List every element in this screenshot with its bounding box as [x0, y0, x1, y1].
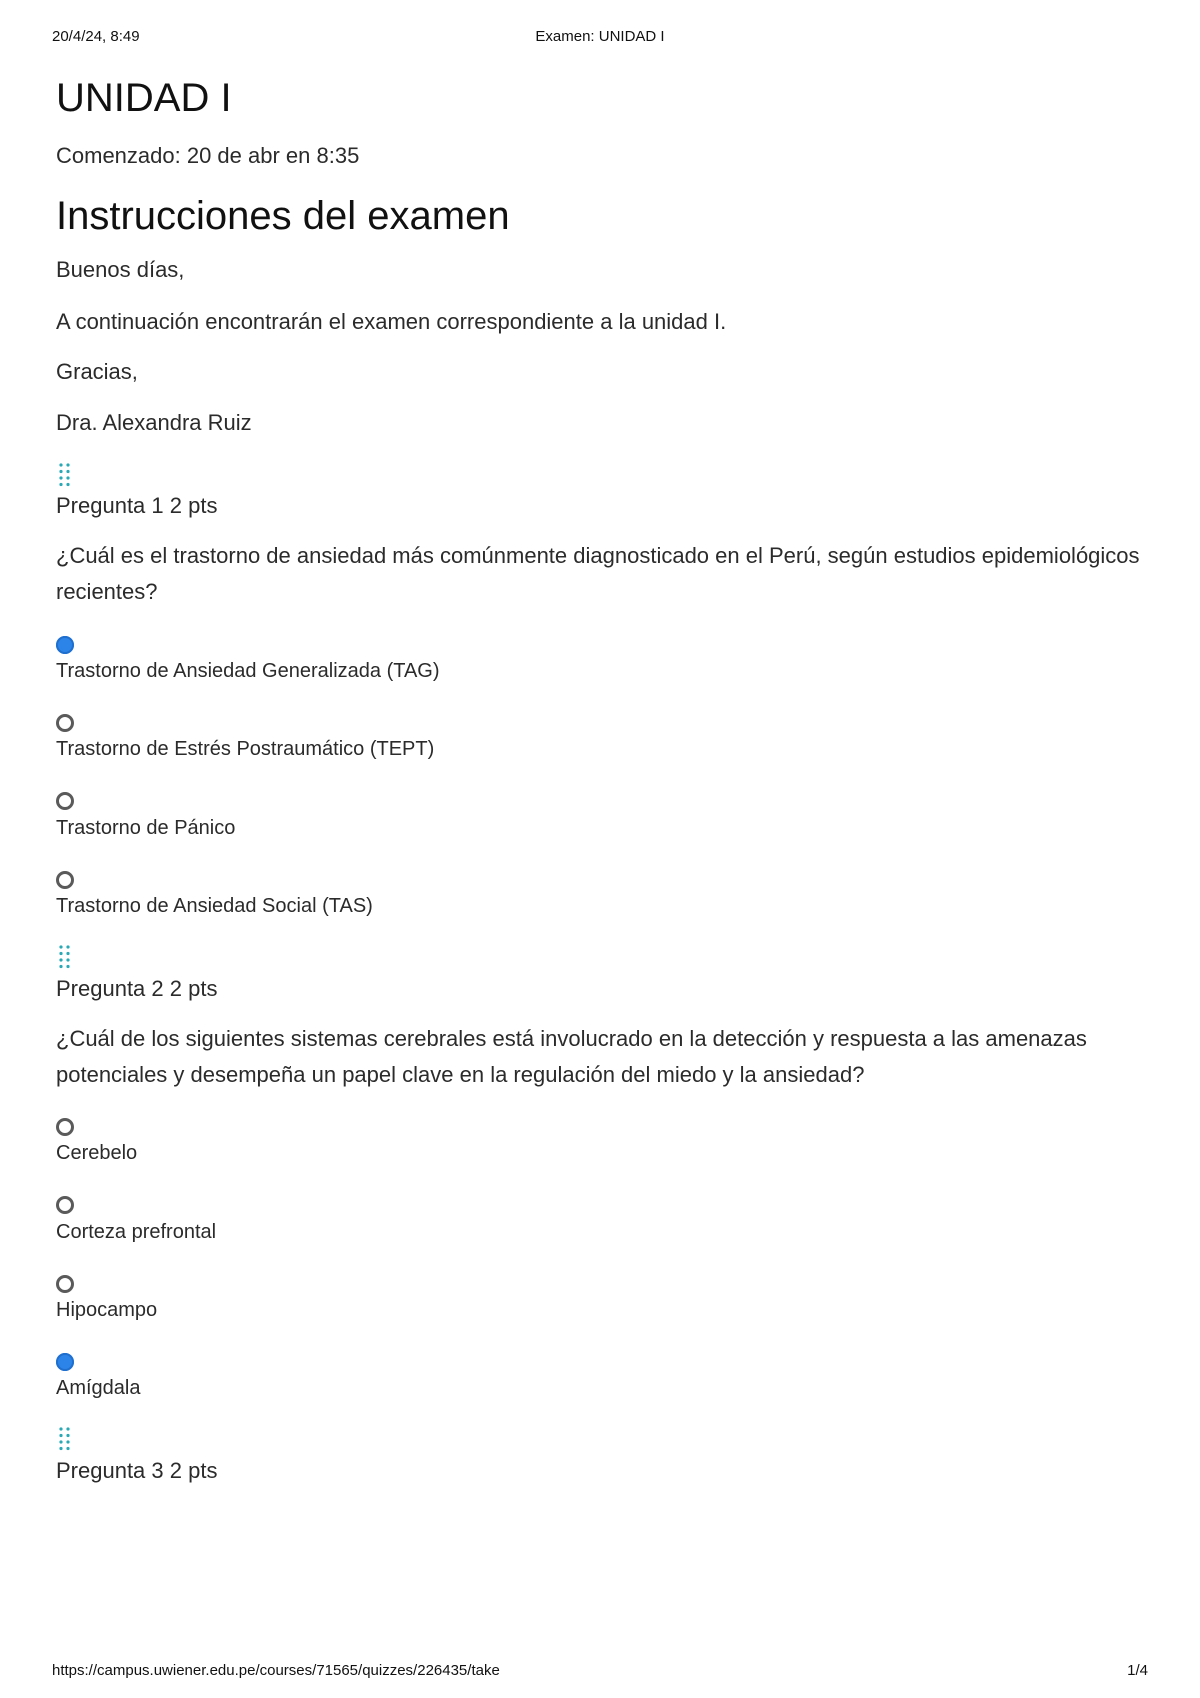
question-1-text: ¿Cuál es el trastorno de ansiedad más comúnmente diagnosticado en el Perú, según estudios epidemiológicos recientes?	[56, 543, 1140, 604]
answer-option[interactable]: Amígdala	[56, 1377, 141, 1399]
page-title: UNIDAD I	[56, 76, 232, 120]
answer-option[interactable]: Hipocampo	[56, 1299, 158, 1321]
question-2-header: Pregunta 2 2 pts	[56, 976, 218, 1001]
radio-button-icon[interactable]	[56, 636, 74, 654]
page-number: 1/4	[1127, 1662, 1148, 1679]
instructions-thanks: Gracias,	[56, 359, 138, 384]
radio-button-icon[interactable]	[56, 1196, 74, 1214]
answer-option[interactable]: Cerebelo	[56, 1142, 138, 1164]
print-date: 20/4/24, 8:49	[52, 28, 140, 45]
answer-option[interactable]: Trastorno de Pánico	[56, 817, 236, 839]
radio-button-icon[interactable]	[56, 871, 74, 889]
answer-option[interactable]: Trastorno de Estrés Postraumático (TEPT)	[56, 738, 435, 760]
drag-handle-icon[interactable]	[58, 462, 72, 493]
radio-button-icon[interactable]	[56, 714, 74, 732]
radio-button-icon[interactable]	[56, 1353, 74, 1371]
started-timestamp: Comenzado: 20 de abr en 8:35	[56, 143, 360, 168]
question-2-text: ¿Cuál de los siguientes sistemas cerebrales está involucrado en la detección y respuesta a las amenazas potenciales y desempeña un papel clave en la regulación del miedo y la ansiedad?	[56, 1026, 1087, 1087]
radio-button-icon[interactable]	[56, 1275, 74, 1293]
instructions-heading: Instrucciones del examen	[56, 194, 510, 238]
instructions-body: A continuación encontrarán el examen correspondiente a la unidad I.	[56, 309, 727, 334]
answer-option[interactable]: Trastorno de Ansiedad Generalizada (TAG)	[56, 660, 440, 682]
print-footer	[52, 1662, 1148, 1682]
radio-button-icon[interactable]	[56, 1118, 74, 1136]
question-3-header: Pregunta 3 2 pts	[56, 1458, 218, 1483]
answer-option[interactable]: Trastorno de Ansiedad Social (TAS)	[56, 895, 373, 917]
drag-handle-icon[interactable]	[58, 944, 72, 975]
question-1-header: Pregunta 1 2 pts	[56, 493, 218, 518]
instructions-signature: Dra. Alexandra Ruiz	[56, 410, 252, 435]
footer-url[interactable]: https://campus.uwiener.edu.pe/courses/71565/quizzes/226435/take	[52, 1662, 500, 1679]
drag-handle-icon[interactable]	[58, 1426, 72, 1457]
answer-option[interactable]: Corteza prefrontal	[56, 1221, 217, 1243]
radio-button-icon[interactable]	[56, 792, 74, 810]
instructions-greeting: Buenos días,	[56, 257, 185, 282]
print-header	[52, 28, 1148, 48]
print-title: Examen: UNIDAD I	[535, 28, 665, 45]
